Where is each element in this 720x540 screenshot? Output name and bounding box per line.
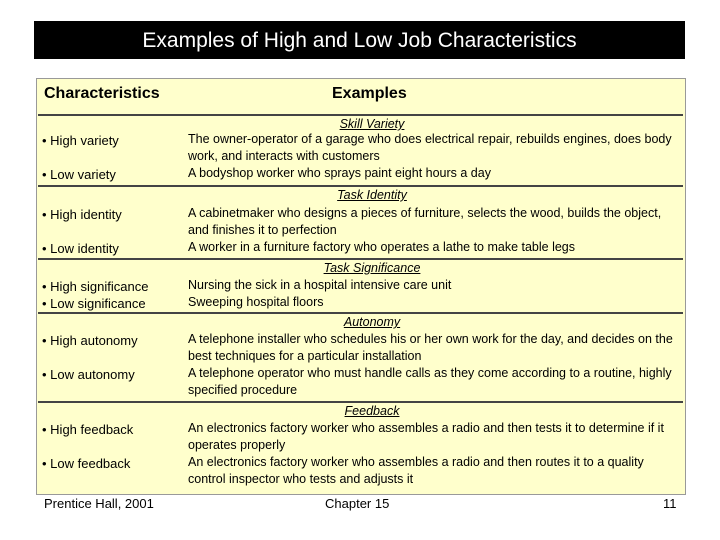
bullet-high-variety: • High variety xyxy=(42,133,119,148)
footer-page-number: 11 xyxy=(663,496,677,511)
section-title-task-identity: Task Identity xyxy=(337,188,407,202)
section-title-feedback: Feedback xyxy=(344,404,400,418)
desc-low-significance: Sweeping hospital floors xyxy=(188,295,324,309)
header-characteristics: Characteristics xyxy=(44,85,160,102)
desc-high-significance: Nursing the sick in a hospital intensive care unit xyxy=(188,278,452,292)
slide-title: Examples of High and Low Job Characteristics xyxy=(34,21,685,59)
section-divider xyxy=(38,185,683,187)
section-divider xyxy=(38,114,683,116)
desc-low-variety: A bodyshop worker who sprays paint eight hours a day xyxy=(188,166,491,180)
section-divider xyxy=(38,312,683,314)
section-divider xyxy=(38,401,683,403)
bullet-low-feedback: • Low feedback xyxy=(42,456,131,471)
bullet-high-autonomy: • High autonomy xyxy=(42,333,138,348)
bullet-high-significance: • High significance xyxy=(42,279,149,294)
bullet-high-identity: • High identity xyxy=(42,207,122,222)
section-divider xyxy=(38,258,683,260)
section-title-autonomy: Autonomy xyxy=(343,315,401,329)
bullet-low-autonomy: • Low autonomy xyxy=(42,367,135,382)
desc-high-autonomy: A telephone installer who schedules his or her own work for the day, and decides on the best techniques for a particular installation xyxy=(188,332,673,363)
desc-high-variety: The owner-operator of a garage who does electrical repair, rebuilds engines, does body work, and interacts with customers xyxy=(188,132,672,163)
bullet-low-significance: • Low significance xyxy=(42,296,146,311)
bullet-high-feedback: • High feedback xyxy=(42,422,134,437)
footer-publisher: Prentice Hall, 2001 xyxy=(44,496,154,511)
desc-low-identity: A worker in a furniture factory who operates a lathe to make table legs xyxy=(188,240,576,254)
section-title-task-significance: Task Significance xyxy=(323,261,421,275)
desc-high-identity: A cabinetmaker who designs a pieces of furniture, selects the wood, builds the object, and finishes it to perfection xyxy=(188,206,662,237)
section-title-skill-variety: Skill Variety xyxy=(339,117,405,131)
desc-high-feedback: An electronics factory worker who assembles a radio and then tests it to determine if it operates properly xyxy=(188,421,664,452)
bullet-low-identity: • Low identity xyxy=(42,241,119,256)
desc-low-feedback: An electronics factory worker who assembles a radio and then routes it to a quality control inspector who tests and adjusts it xyxy=(188,455,644,486)
desc-low-autonomy: A telephone operator who must handle calls as they come according to a routine, highly specified procedure xyxy=(188,366,672,397)
bullet-low-variety: • Low variety xyxy=(42,167,116,182)
footer-chapter: Chapter 15 xyxy=(325,496,390,511)
header-examples: Examples xyxy=(332,85,407,102)
